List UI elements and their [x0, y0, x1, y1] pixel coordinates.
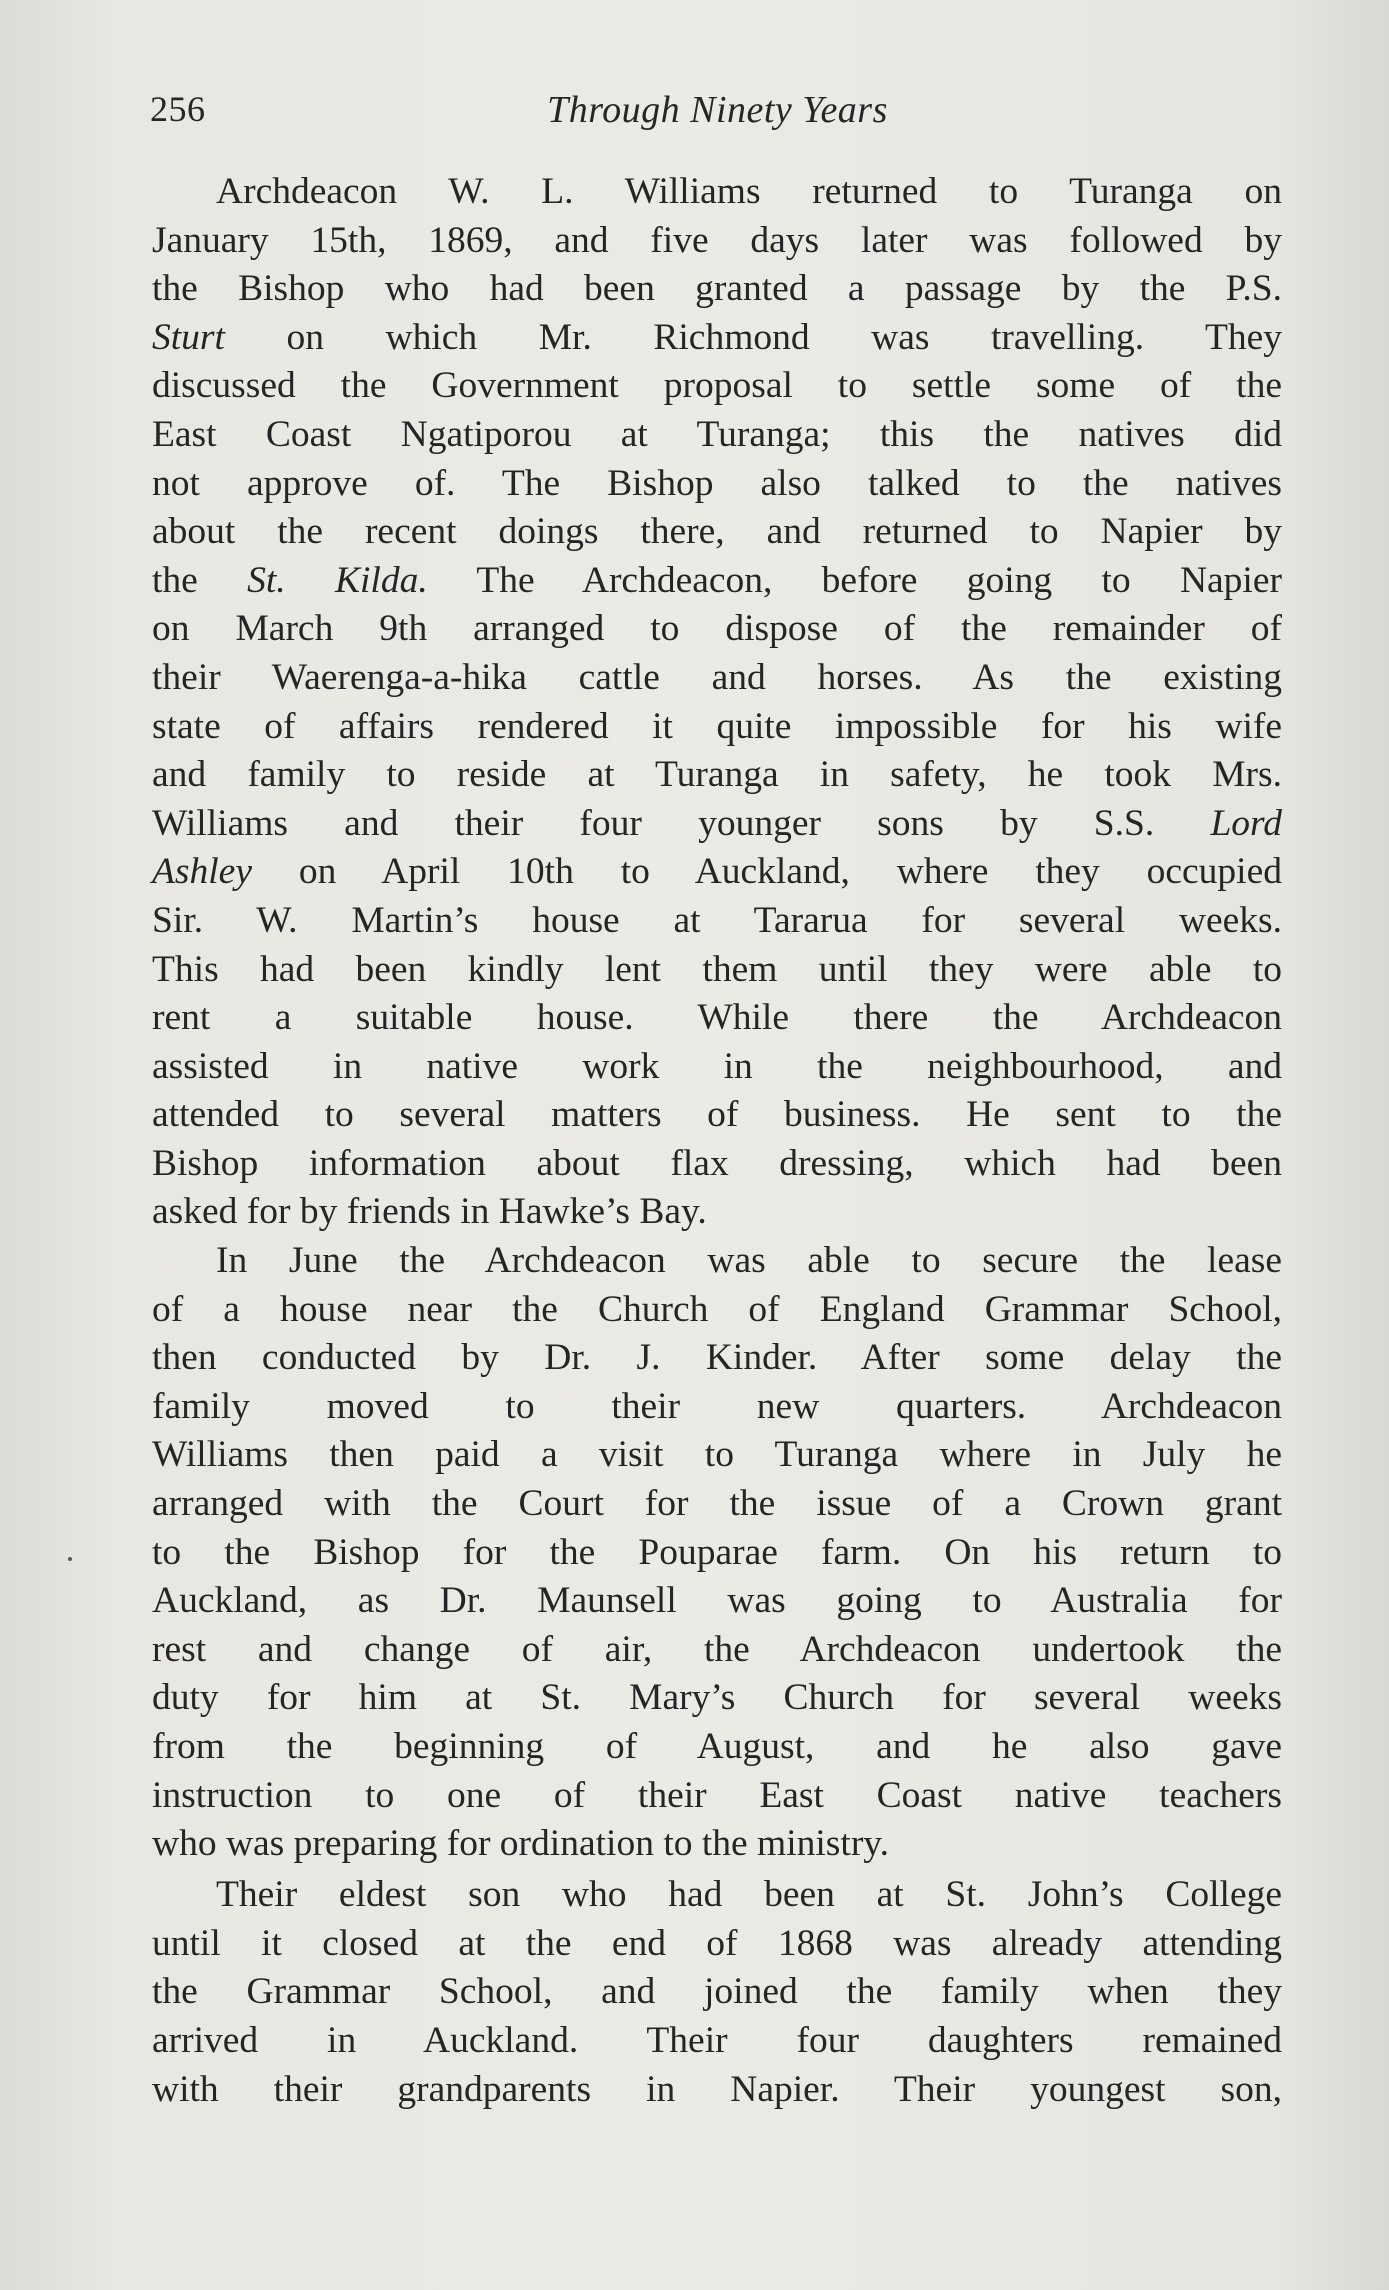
text-line: until it closed at the end of 1868 was already attending [152, 1922, 1282, 1964]
text-line: Williams then paid a visit to Turanga where in July he [152, 1434, 1282, 1476]
text-line [152, 314, 1282, 363]
text-line: January 15th, 1869, and five days later was followed by [152, 219, 1282, 261]
page-number: 256 [150, 89, 206, 129]
text-line [152, 848, 1282, 897]
text-line: In June the Archdeacon was able to secure the lease [216, 1240, 1282, 1282]
text-line: about the recent doings there, and returned to Napier by [152, 511, 1282, 553]
text-line: arranged with the Court for the issue of a Crown grant [152, 1483, 1282, 1525]
running-title: Through Ninety Years [547, 89, 888, 131]
line-text: The Archdeacon, before going to Napier [427, 559, 1282, 601]
text-line: East Coast Ngatiporou at Turanga; this the natives did [152, 413, 1282, 455]
text-line: assisted in native work in the neighbourhood, and [152, 1045, 1282, 1087]
ship-name-st-kilda: St. Kilda. [247, 559, 428, 601]
text-line [152, 800, 1282, 849]
line-text: the [152, 559, 248, 601]
text-line: of a house near the Church of England Grammar School, [152, 1288, 1282, 1330]
text-line: duty for him at St. Mary’s Church for several weeks [152, 1677, 1282, 1719]
text-line: rest and change of air, the Archdeacon undertook the [152, 1628, 1282, 1670]
text-line: the Grammar School, and joined the family when they [152, 1971, 1282, 2013]
text-line: family moved to their new quarters. Archdeacon [152, 1385, 1282, 1427]
text-line: to the Bishop for the Pouparae farm. On his return to [152, 1531, 1282, 1573]
line-text: Williams and their four younger sons by S.S. [152, 802, 1211, 844]
paper-speck [68, 1557, 72, 1561]
paragraph-3 [152, 1871, 1282, 2114]
text-line: attended to several matters of business. He sent to the [152, 1094, 1282, 1136]
text-line: from the beginning of August, and he also gave [152, 1726, 1282, 1767]
ship-name-lord: Lord [1210, 802, 1282, 844]
text-line: who was preparing for ordination to the ministry. [152, 1823, 889, 1865]
text-line [152, 557, 1282, 606]
text-line: on March 9th arranged to dispose of the remainder of [152, 608, 1282, 650]
text-line: instruction to one of their East Coast native teachers [152, 1774, 1282, 1816]
paragraph-1 [152, 168, 1282, 1237]
text-line: and family to reside at Turanga in safety, he took Mrs. [152, 754, 1282, 796]
text-line: arrived in Auckland. Their four daughters remained [152, 2019, 1282, 2061]
text-line: Bishop information about flax dressing, which had been [152, 1142, 1282, 1184]
text-line: state of affairs rendered it quite impossible for his wife [152, 705, 1282, 747]
text-line: Sir. W. Martin’s house at Tararua for several weeks. [152, 899, 1282, 941]
ship-name-ashley: Ashley [152, 851, 252, 893]
text-line: with their grandparents in Napier. Their youngest son, [152, 2068, 1282, 2110]
ship-name-sturt: Sturt [152, 316, 225, 358]
line-text: on which Mr. Richmond was travelling. They [224, 316, 1282, 358]
text-line: discussed the Government proposal to settle some of the [152, 365, 1282, 407]
text-line: This had been kindly lent them until they were able to [152, 948, 1282, 990]
page-header [150, 88, 1285, 148]
text-line: not approve of. The Bishop also talked to the natives [152, 462, 1282, 504]
text-line: rent a suitable house. While there the Archdeacon [152, 997, 1282, 1039]
text-line: asked for by friends in Hawke’s Bay. [152, 1191, 707, 1233]
line-text: on April 10th to Auckland, where they occupied [251, 851, 1282, 893]
text-line: the Bishop who had been granted a passage by the P.S. [152, 268, 1282, 310]
text-line: Auckland, as Dr. Maunsell was going to Australia for [152, 1580, 1282, 1622]
text-line: their Waerenga-a-hika cattle and horses. As the existing [152, 656, 1282, 698]
text-line: Archdeacon W. L. Williams returned to Turanga on [216, 171, 1282, 212]
text-line: Their eldest son who had been at St. John’s College [216, 1874, 1282, 1916]
text-line: then conducted by Dr. J. Kinder. After some delay the [152, 1337, 1282, 1379]
paragraph-2 [152, 1237, 1282, 1871]
body-text [152, 168, 1282, 2114]
